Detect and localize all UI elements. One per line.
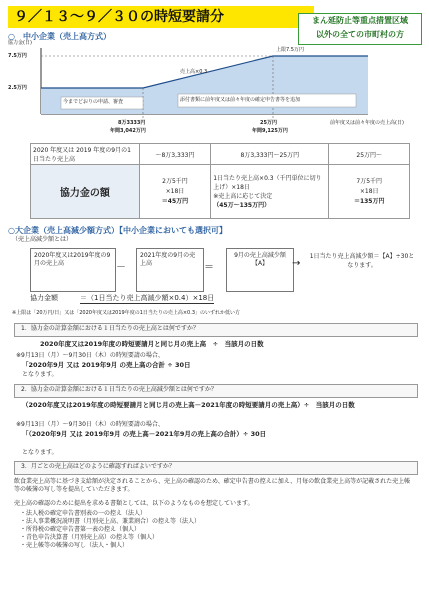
tier-1-total: ＝45万円 xyxy=(161,197,189,205)
y-top-label: 7.5万円 xyxy=(8,53,27,59)
y-label: 協力金(日) xyxy=(8,40,32,46)
band-left-label: 今までどおりの申請、審査 xyxy=(63,99,124,105)
formula-box-current: 2021年度の9月の売上高 xyxy=(136,248,204,292)
list-item: ・売上帳等の帳簿の写し（法人・個人） xyxy=(20,542,129,549)
row-label-amount: 協力金の額 xyxy=(31,165,140,219)
formula-equals: ＝ xyxy=(204,262,214,273)
calc-note: ※上限は「20万円/日」又は「2020年度又は2019年度の1日当たりの売上高×0.3」のいずれか低い方 xyxy=(12,310,241,316)
tier-1-rate: 2万5千円 xyxy=(162,177,188,185)
faq-a2-note: ※9月13日（月）～9月30日（木）の時短要請の場合、 xyxy=(16,421,164,428)
faq-a1-note: ※9月13日（月）～9月30日（木）の時短要請の場合、 xyxy=(16,352,164,359)
notice-line-1: まん延防止等重点措置区域 xyxy=(312,16,408,25)
formula-label: 売上高×0.3 xyxy=(180,69,208,75)
formula-box-prev: 2020年度又は2019年度の9月の売上高 xyxy=(30,248,116,292)
band-right-label: 添付書類に前年度又は前々年度の確定申告書等を追加 xyxy=(180,97,301,103)
tier-3-days: ×18日 xyxy=(359,187,379,195)
formula-arrow: → xyxy=(292,258,301,269)
tier-1-days: ×18日 xyxy=(165,187,185,195)
sme-table xyxy=(30,143,410,219)
calc-label: 協力金額 xyxy=(30,294,58,302)
x3-caption: 前年度又は前々年度の売上高(日) xyxy=(330,120,404,126)
faq-q2: 2．協力金の計算金額における１日当たりの売上高減少額とは何ですか？ xyxy=(14,384,418,398)
large-heading: ○大企業（売上高減少額方式）【中小企業においても選択可】 xyxy=(8,226,227,235)
target-area-notice xyxy=(298,13,422,45)
header-tier-2: 8万3,333円～25万円 xyxy=(211,144,329,165)
faq-a2: （2020年度又は2019年度の時短要請月と同じ月の売上高－2021年度の時短要請月の売上高）÷ 当該月の日数 xyxy=(22,401,355,409)
header-tier-1: ～8万3,333円 xyxy=(139,144,211,165)
header-basis: 2020 年度又は 2019 年度の9月の1日当たり売上高 xyxy=(31,144,140,165)
tier-2-note: ※売上高に応じて決定 xyxy=(213,192,273,200)
tier-2-rate: 1日当たり売上高×0.3（千円単位に切り上げ）×18日 xyxy=(213,174,322,191)
faq-a3-list-intro: 売上高の確認のために提出を求める書類としては、以下のようなものを想定しています。 xyxy=(14,500,254,507)
header-tier-3: 25万円～ xyxy=(329,144,410,165)
faq-a1-end: となります。 xyxy=(22,371,58,378)
upper-limit-label: 上限7.5万円 xyxy=(276,47,304,53)
tier-3-rate: 7万5千円 xyxy=(356,177,383,185)
table-header-row xyxy=(31,144,410,165)
faq-a2-formula: 「（2020年9月 又は 2019年9月 の売上高－2021年9月の売上高の合計）÷ 30日 xyxy=(22,430,267,438)
x2-caption: 年間9,125万円 xyxy=(252,128,288,134)
calc-formula: ＝（1日当たり売上高減少額×0.4）×18日 xyxy=(80,294,215,302)
notice-line-2: 以外の全ての市町村の方 xyxy=(316,30,404,39)
faq-a1-formula: 「2020年9月 又は 2019年9月 の売上高の合計 ÷ 30日 xyxy=(22,361,191,369)
formula-daily: 1日当たり売上高減少額＝【A】÷30となります。 xyxy=(309,253,415,269)
x1-value: 8万3333円 xyxy=(118,120,146,126)
faq-q3: 3．月ごとの売上高はどのように確認すればよいですか？ xyxy=(14,461,418,475)
list-item: ・所得税の確定申告書第一表の控え（個人） xyxy=(20,526,141,533)
tier-2-range: （45万～135万円） xyxy=(213,201,271,209)
tier-3-amount xyxy=(329,165,410,219)
faq-a1: 2020年度又は2019年度の時短要請月と同じ月の売上高 ÷ 当該月の日数 xyxy=(40,340,264,348)
sme-chart xyxy=(8,42,420,137)
page-title: ９／１３～９／３０の時短要請分 xyxy=(8,6,314,28)
table-amount-row xyxy=(31,165,410,219)
faq-a3: 飲食業売上高等に基づき支給額が決定されることから、売上高の確認のため、確定申告書の控えに加え、月毎の飲食業売上高等が記載された売上帳等の帳簿の写し等を提出していただきます。 xyxy=(14,478,411,493)
list-item: ・青色申告決算書（月別売上高）の控え等（個人） xyxy=(20,534,159,541)
x1-caption: 年間3,042万円 xyxy=(110,128,146,134)
list-item: ・法人税の確定申告書別表の一の控え（法人） xyxy=(20,510,147,517)
tier-1-amount xyxy=(139,165,211,219)
list-item: ・法人事業概況説明書（月別売上高、兼業割合）の控え等（法人） xyxy=(20,518,201,525)
formula-minus: － xyxy=(116,262,126,273)
large-lead: （売上高減少額とは） xyxy=(12,236,73,243)
faq-a2-end: となります。 xyxy=(22,449,58,456)
sme-heading: ○ 中小企業（売上高方式） xyxy=(8,32,111,41)
x2-value: 25万円 xyxy=(260,120,277,126)
faq-q1: 1．協力金の計算金額における１日当たりの売上高とは何ですか？ xyxy=(14,323,418,337)
tier-3-total: ＝135万円 xyxy=(353,197,385,205)
formula-box-decrease: 9月の売上高減少額【A】 xyxy=(226,248,294,292)
y-bottom-label: 2.5万円 xyxy=(8,85,27,91)
faq-a3-list xyxy=(20,510,400,550)
tier-2-amount xyxy=(211,165,329,219)
